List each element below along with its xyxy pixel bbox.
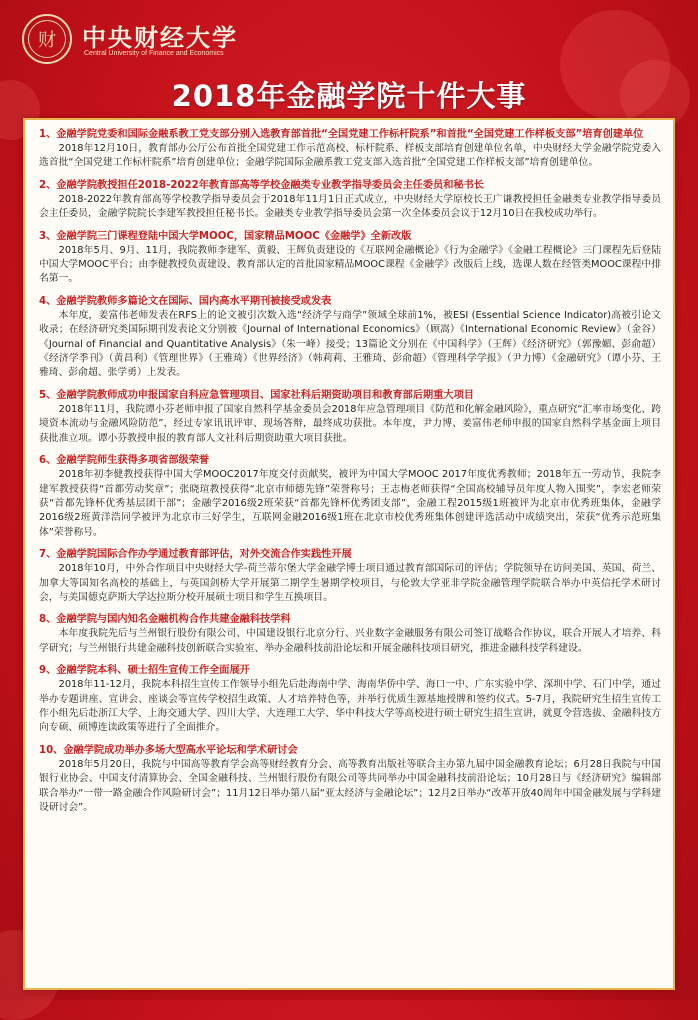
event-title: 3、金融学院三门课程登陆中国大学MOOC，国家精品MOOC《金融学》全新改版 — [39, 230, 412, 242]
event-body: 2018年5月20日，我院与中国高等教育学会高等财经教育分会、高等教育出版社等联合主办第九届中国金融教育论坛；6月28日我院与中国银行业协会、中国支付清算协会、全国金融科技、兰州银行股份有限公司等共同举办中国金融科技前沿论坛；10月28日与《经济研究》编辑部联合举办“一带一路金融合作风险研讨会”；11月12日举办第八届“亚太经济与金融论坛”；12月2日举办“改革开放40周年中国金融发展与学科建设研讨会”。 — [39, 758, 661, 813]
event-title: 10、金融学院成功举办多场大型高水平论坛和学术研讨会 — [39, 744, 298, 756]
event-item — [39, 548, 661, 605]
event-item — [39, 295, 661, 381]
page-title: 2018年金融学院十件大事 — [171, 79, 527, 113]
event-body: 2018-2022年教育部高等学校教学指导委员会于2018年11月1日正式成立，中央财经大学原校长王广谦教授担任金融类专业教学指导委员会主任委员，金融学院院长李建军教授担任秘书长。金融类专业教学指导委员会第一次全体委员会议于12月10日在我校成功举行。 — [39, 193, 661, 220]
university-seal-logo — [22, 14, 72, 64]
event-body: 2018年12月10日，教育部办公厅公布首批全国党建工作示范高校、标杆院系、样板支部培育创建单位名单，中央财经大学金融学院党委入选首批“全国党建工作标杆院系”培育创建单位；金融学院国际金融系教工党支部入选首批“全国党建工作样板支部”培育创建单位。 — [39, 143, 661, 169]
event-title: 9、金融学院本科、硕士招生宣传工作全面展开 — [39, 665, 250, 677]
event-item — [39, 613, 661, 656]
event-item — [39, 664, 661, 736]
event-body: 2018年10月，中外合作项目中央财经大学-荷兰蒂尔堡大学金融学博士项目通过教育部国际司的评估；学院领导在访问美国、英国、荷兰、加拿大等国知名高校的基础上，与英国剑桥大学开展第二期学生暑期学校项目，与伦敦大学亚非学院金融管理学院联合举办中英信托学术研讨会，与美国德克萨斯大学达拉斯分校开展硕士项目和学生互换项目。 — [39, 563, 661, 603]
university-name-en: Central University of Finance and Economics — [84, 50, 224, 57]
event-body: 2018年5月、9月、11月，我院教师李建军、黄毅、王辉负责建设的《互联网金融概论》《行为金融学》《金融工程概论》三门课程先后登陆中国大学MOOC平台；由李健教授负责建设、教育部认定的首批国家精品MOOC课程《金融学》改版后上线，选课人数在经管类MOOC课程中排名第一。 — [39, 244, 661, 285]
event-title: 8、金融学院与国内知名金融机构合作共建金融科技学科 — [39, 614, 291, 626]
event-title: 1、金融学院党委和国际金融系教工党支部分别入选教育部首批“全国党建工作标杆院系”和首批“全国党建工作样板支部”培育创建单位 — [39, 129, 644, 140]
event-item — [39, 128, 661, 171]
event-body: 2018年11月，我院谭小芬老师申报了国家自然科学基金委员会2018年应急管理项目《防范和化解金融风险》，重点研究“汇率市场变化、跨境资本流动与金融风险防范”，经过专家讯讯评审、现场答辩，最终成功获批。本年度，尹力博、姜富伟老师申报的国家自然科学基金面上项目获批准立项。谭小芬教授申报的教育部人文社科后期资助重大项目获批。 — [39, 403, 661, 444]
event-title: 5、金融学院教师成功申报国家自科应急管理项目、国家社科后期资助项目和教育部后期重大项目 — [39, 389, 474, 401]
event-body: 2018年初李健教授获得中国大学MOOC2017年度交付贡献奖，被评为中国大学MOOC 2017年度优秀教师；2018年五一劳动节，我院李建军教授获得“首都劳动奖章”；张晓瑄教授获得“北京市师德先锋”荣誉称号；王志梅老师获得“全国高校辅导员年度人物入围奖”，李宏老师荣获“首都先锋杯优秀基层团干部”；金融学2016级2班荣获“首都先锋杯优秀团支部”，金融工程2015级1班被评为北京市优秀班集体，金融学2016级2班黄洋浩同学被评为北京市三好学生，互联网金融2016级1班在北京市校优秀班集体创建评选活动中成绩突出，荣获“优秀示范班集体”荣誉称号。 — [39, 469, 661, 538]
event-item — [39, 744, 661, 816]
event-title: 4、金融学院教师多篇论文在国际、国内高水平期刊被接受或发表 — [39, 295, 332, 307]
header — [0, 0, 698, 120]
event-body: 本年度，姜富伟老师发表在RFS上的论文被引次数入选“经济学与商学”领域全球前1%，被ESI (Essential Science Indicator)高被引论文收录；在经济研究类国际期刊发表论文分别被《Journal of International Economics》（顾嵩）《International Economic Review》（金谷）《Journal of Financial and Quantitative Analysis》（朱一峰）接受；13篇论文分别在《中国科学》（王辉）《经济研究》（郭豫媚、彭俞超）《经济学季刊》（黄昌利）《管理世界》（王雅琦）《世界经济》（韩莉莉、王雅琦、彭俞超）《管理科学学报》（尹力博）《金融研究》（谭小芬、王雅琦、彭俞超、张学勇）上发表。 — [39, 309, 661, 379]
event-body: 本年度我院先后与兰州银行股份有限公司、中国建设银行北京分行、兴业数字金融服务有限公司签订战略合作协议，联合开展人才培养、科学研究；与兰州银行共建金融科技创新联合实验室、举办金融科技前沿论坛和开展金融科技项目研究，推进金融科技学科建设。 — [39, 628, 661, 654]
seal-glyph: 财 — [38, 30, 56, 51]
content-card — [23, 118, 675, 990]
event-body: 2018年11-12月，我院本科招生宣传工作领导小组先后赴海南中学、海南华侨中学、海口一中、广东实验中学、深圳中学、石门中学，通过举办专题讲座、宣讲会、座谈会等宣传学校招生政策、人才培养特色等，并举行优质生源基地授牌和签约仪式。5-7月，我院研究生招生宣传工作小组先后赴浙江大学、上海交通大学、四川大学、大连理工大学、华中科技大学等高校进行硕士研究生招生宣讲，就夏令营选拔、金融科技方向专硕、硕博连读政策等进行了全面推介。 — [39, 679, 661, 734]
event-title: 7、金融学院国际合作办学通过教育部评估，对外交流合作实践性开展 — [39, 549, 352, 561]
event-item — [39, 179, 661, 222]
university-name: 中央财经大学 — [82, 23, 238, 52]
event-title: 2、金融学院教授担任2018-2022年教育部高等学校金融类专业教学指导委员会主任委员和秘书长 — [39, 179, 484, 191]
event-list — [39, 128, 661, 823]
event-item — [39, 454, 661, 540]
event-title: 6、金融学院师生获得多项省部级荣誉 — [39, 455, 210, 467]
event-item — [39, 230, 661, 287]
event-item — [39, 389, 661, 446]
